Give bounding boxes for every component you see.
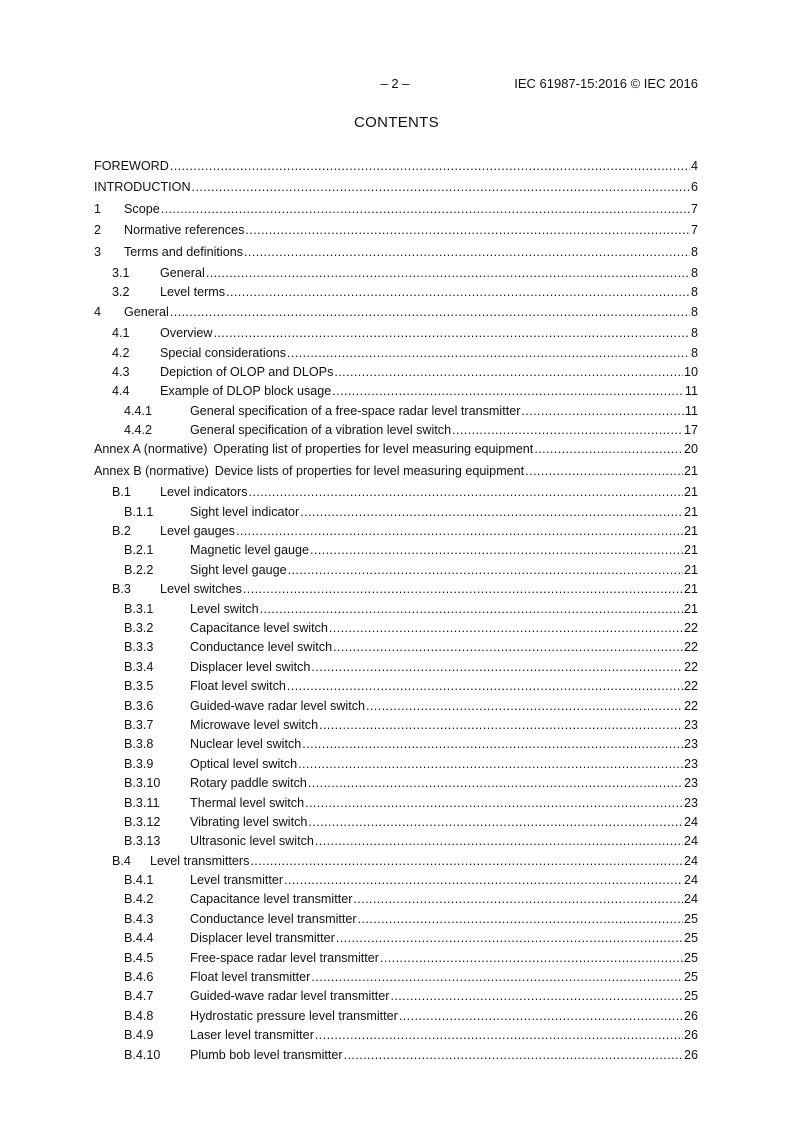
toc-entry-number: 3.2	[112, 285, 130, 300]
toc-entry-number: B.3.13	[124, 834, 161, 849]
toc-entry-text: Level switch	[190, 601, 259, 616]
toc-entry-text: Example of DLOP block usage	[160, 384, 332, 399]
toc-entry-text: FOREWORD	[94, 159, 169, 173]
toc-entry-text: Level transmitters	[150, 853, 250, 868]
toc-entry-number: B.4	[112, 853, 131, 868]
standard-reference: IEC 61987-15:2016 © IEC 2016	[514, 76, 698, 91]
toc-entry-number: B.4.9	[124, 1028, 154, 1043]
toc-entry-text: Overview	[160, 326, 213, 341]
toc-entry-page: 21	[683, 562, 698, 577]
toc-entry-text: Displacer level switch	[190, 659, 311, 674]
toc-entry-number: 1	[94, 201, 102, 216]
toc-entry-page: 22	[683, 679, 698, 694]
toc-entry-b-3-12[interactable]	[94, 813, 698, 832]
toc-entry-annex-a[interactable]	[94, 440, 698, 459]
toc-entry-page: 24	[683, 834, 698, 849]
toc-entry-page: 7	[690, 223, 698, 238]
toc-entry-page: 25	[683, 931, 698, 946]
toc-entry-text: Special considerations	[160, 345, 287, 360]
toc-entry-page: 23	[683, 776, 698, 791]
page-number: – 2 –	[380, 76, 410, 91]
page-title: CONTENTS	[354, 114, 439, 131]
toc-entry-page: 7	[690, 201, 698, 216]
toc-entry-3-2[interactable]	[94, 283, 698, 302]
toc-entry-number: 3	[94, 244, 102, 259]
toc-entry-text: Rotary paddle switch	[190, 776, 307, 791]
toc-entry-b-3-8[interactable]	[94, 735, 698, 754]
toc-entry-number: 2	[94, 223, 102, 238]
toc-entry-text: Guided-wave radar level switch	[190, 698, 365, 713]
toc-entry-page: 22	[683, 698, 698, 713]
toc-entry-text: Thermal level switch	[190, 795, 305, 810]
toc-entry-b-3-3[interactable]	[94, 638, 698, 657]
toc-entry-number: B.3.1	[124, 601, 154, 616]
toc-entry-number: B.2.2	[124, 562, 154, 577]
toc-entry-page: 26	[683, 1008, 698, 1023]
toc-entry-b-4-5[interactable]	[94, 949, 698, 968]
toc-entry-b-3-7[interactable]	[94, 716, 698, 735]
toc-entry-page: 21	[683, 485, 698, 500]
toc-entry-text: Plumb bob level transmitter	[190, 1047, 343, 1062]
toc-entry-b-2[interactable]	[94, 522, 698, 541]
toc-entry-page: 21	[683, 524, 698, 539]
toc-entry-number: B.3.10	[124, 776, 161, 791]
toc-entry-number: B.3.8	[124, 737, 154, 752]
toc-entry-text: Guided-wave radar level transmitter	[190, 989, 390, 1004]
toc-entry-text: Capacitance level transmitter	[190, 892, 353, 907]
toc-entry-number: 4.4	[112, 384, 130, 399]
toc-entry-text: Device lists of properties for level measuring equipment	[214, 463, 525, 478]
toc-entry-page: 6	[690, 180, 698, 195]
toc-entry-b-4-8[interactable]	[94, 1007, 698, 1026]
toc-entry-text: Depiction of OLOP and DLOPs	[160, 364, 334, 379]
toc-entry-page: 8	[690, 265, 698, 280]
toc-entry-b-4-2[interactable]	[94, 890, 698, 909]
toc-entry-page: 11	[684, 384, 698, 399]
toc-entry-number: B.4.1	[124, 873, 154, 888]
toc-entry-text: Level indicators	[160, 485, 248, 500]
toc-entry-text: Displacer level transmitter	[190, 931, 335, 946]
toc-entry-number: B.4.7	[124, 989, 154, 1004]
toc-entry-number: 4.1	[112, 326, 130, 341]
toc-entry-number: 4.4.2	[124, 423, 153, 438]
toc-entry-page: 8	[690, 285, 698, 300]
toc-entry-3-1[interactable]	[94, 264, 698, 283]
toc-entry-number: B.4.5	[124, 950, 154, 965]
toc-entry-b-3-4[interactable]	[94, 658, 698, 677]
toc-entry-page: 25	[683, 911, 698, 926]
toc-entry-text: Normative references	[124, 223, 245, 238]
toc-entry-number: B.2.1	[124, 543, 154, 558]
toc-entry-text: Level gauges	[160, 524, 235, 539]
toc-entry-text: Level terms	[160, 285, 226, 300]
toc-entry-number: 4.4.1	[124, 403, 153, 418]
toc-entry-text: Sight level gauge	[190, 562, 287, 577]
toc-entry-page: 4	[690, 159, 698, 173]
toc-entry-number: B.3.12	[124, 814, 161, 829]
toc-entry-text: Optical level switch	[190, 756, 298, 771]
toc-entry-page: 22	[683, 620, 698, 635]
toc-entry-b-4-4[interactable]	[94, 929, 698, 948]
toc-entry-b-4[interactable]	[94, 852, 698, 871]
toc-entry-page: 8	[690, 244, 698, 259]
toc-entry-4-1[interactable]	[94, 324, 698, 343]
toc-entry-4-4[interactable]	[94, 382, 698, 401]
toc-entry-page: 25	[683, 950, 698, 965]
toc-entry-number: B.3.6	[124, 698, 154, 713]
toc-entry-page: 25	[683, 989, 698, 1004]
toc-entry-page: 23	[683, 756, 698, 771]
toc-entry-text: Hydrostatic pressure level transmitter	[190, 1008, 398, 1023]
toc-entry-b-3-6[interactable]	[94, 697, 698, 716]
toc-entry-text: Vibrating level switch	[190, 814, 308, 829]
toc-entry-b-2-2[interactable]	[94, 561, 698, 580]
toc-entry-b-3-2[interactable]	[94, 619, 698, 638]
toc-entry-text: General specification of a free-space radar level transmitter	[190, 403, 521, 418]
toc-entry-number: 4	[94, 304, 102, 319]
toc-entry-page: 26	[683, 1047, 698, 1062]
toc-entry-3[interactable]	[94, 243, 698, 262]
toc-entry-page: 24	[683, 853, 698, 868]
toc-entry-foreword[interactable]	[94, 157, 698, 176]
toc-entry-number: B.2	[112, 524, 131, 539]
toc-entry-text: Float level switch	[190, 679, 286, 694]
toc-entry-text: Nuclear level switch	[190, 737, 302, 752]
toc-entry-number: B.3.7	[124, 717, 154, 732]
toc-entry-4-2[interactable]	[94, 344, 698, 363]
toc-entry-number: B.3.9	[124, 756, 154, 771]
toc-entry-text: INTRODUCTION	[94, 180, 191, 195]
toc-entry-page: 8	[690, 304, 698, 319]
toc-entry-introduction[interactable]	[94, 178, 698, 197]
toc-entry-text: Terms and definitions	[124, 244, 244, 259]
toc-entry-page: 21	[683, 582, 698, 597]
toc-entry-text: Conductance level transmitter	[190, 911, 357, 926]
toc-entry-number: Annex A (normative)	[94, 442, 208, 457]
toc-entry-number: 4.3	[112, 364, 130, 379]
toc-entry-b-3-5[interactable]	[94, 677, 698, 696]
toc-entry-page: 21	[683, 504, 698, 519]
toc-entry-page: 26	[683, 1028, 698, 1043]
toc-entry-page: 24	[683, 873, 698, 888]
toc-entry-text: Free-space radar level transmitter	[190, 950, 379, 965]
toc-entry-page: 11	[684, 403, 698, 418]
toc-entry-page: 25	[683, 970, 698, 985]
toc-entry-number: B.3.3	[124, 640, 154, 655]
toc-entry-number: Annex B (normative)	[94, 463, 209, 478]
toc-entry-b-4-3[interactable]	[94, 910, 698, 929]
toc-entry-text: Level switches	[160, 582, 242, 597]
toc-entry-b-1[interactable]	[94, 483, 698, 502]
toc-entry-page: 10	[683, 364, 698, 379]
toc-entry-text: Conductance level switch	[190, 640, 333, 655]
toc-entry-page: 21	[683, 463, 698, 478]
toc-entry-page: 21	[683, 543, 698, 558]
table-of-contents	[94, 157, 698, 1065]
toc-entry-page: 22	[683, 640, 698, 655]
toc-entry-page: 8	[690, 326, 698, 341]
toc-entry-number: B.4.4	[124, 931, 154, 946]
toc-entry-b-3-13[interactable]	[94, 832, 698, 851]
toc-entry-number: B.4.8	[124, 1008, 154, 1023]
toc-entry-b-3-9[interactable]	[94, 755, 698, 774]
toc-entry-b-2-1[interactable]	[94, 541, 698, 560]
toc-entry-number: B.4.2	[124, 892, 154, 907]
toc-entry-page: 20	[683, 442, 698, 457]
toc-entry-b-3[interactable]	[94, 580, 698, 599]
toc-entry-b-3-1[interactable]	[94, 600, 698, 619]
toc-entry-number: B.4.6	[124, 970, 154, 985]
toc-entry-text: Ultrasonic level switch	[190, 834, 314, 849]
toc-entry-text: General	[124, 304, 169, 319]
toc-entry-page: 24	[683, 892, 698, 907]
toc-entry-page: 24	[683, 814, 698, 829]
toc-entry-number: B.3.5	[124, 679, 154, 694]
toc-entry-text: Scope	[124, 201, 160, 216]
toc-entry-page: 23	[683, 795, 698, 810]
toc-entry-number: B.4.3	[124, 911, 154, 926]
toc-entry-text: Laser level transmitter	[190, 1028, 314, 1043]
toc-entry-number: B.3.11	[124, 795, 160, 810]
toc-entry-2[interactable]	[94, 221, 698, 240]
toc-entry-b-4-6[interactable]	[94, 968, 698, 987]
toc-entry-text: General specification of a vibration level switch	[190, 423, 452, 438]
toc-entry-annex-b[interactable]	[94, 462, 698, 481]
toc-entry-4-3[interactable]	[94, 363, 698, 382]
toc-entry-number: B.4.10	[124, 1047, 161, 1062]
toc-entry-page: 8	[690, 345, 698, 360]
toc-entry-text: Operating list of properties for level measuring equipment	[213, 442, 534, 457]
toc-entry-text: Capacitance level switch	[190, 620, 328, 635]
toc-entry-4-4-2[interactable]	[94, 421, 698, 440]
toc-entry-b-4-10[interactable]	[94, 1046, 698, 1065]
toc-entry-page: 17	[683, 423, 698, 438]
toc-entry-text: Microwave level switch	[190, 717, 319, 732]
toc-entry-1[interactable]	[94, 200, 698, 219]
toc-entry-b-3-10[interactable]	[94, 774, 698, 793]
toc-entry-4[interactable]	[94, 303, 698, 322]
toc-entry-page: 22	[683, 659, 698, 674]
toc-entry-number: B.3	[112, 582, 131, 597]
toc-entry-page: 23	[683, 717, 698, 732]
toc-entry-page: 23	[683, 737, 698, 752]
toc-entry-text: General	[160, 265, 205, 280]
toc-entry-4-4-1[interactable]	[94, 402, 698, 421]
toc-entry-b-4-9[interactable]	[94, 1026, 698, 1045]
toc-entry-number: B.3.2	[124, 620, 154, 635]
toc-entry-b-4-1[interactable]	[94, 871, 698, 890]
toc-entry-b-3-11[interactable]	[94, 794, 698, 813]
toc-entry-number: B.3.4	[124, 659, 154, 674]
toc-entry-b-1-1[interactable]	[94, 503, 698, 522]
toc-entry-number: B.1	[112, 485, 131, 500]
toc-entry-number: B.1.1	[124, 504, 154, 519]
toc-entry-text: Level transmitter	[190, 873, 284, 888]
toc-entry-b-4-7[interactable]	[94, 987, 698, 1006]
toc-entry-text: Sight level indicator	[190, 504, 300, 519]
toc-entry-text: Float level transmitter	[190, 970, 311, 985]
toc-entry-number: 4.2	[112, 345, 130, 360]
toc-entry-number: 3.1	[112, 265, 130, 280]
toc-entry-text: Magnetic level gauge	[190, 543, 310, 558]
toc-entry-page: 21	[683, 601, 698, 616]
